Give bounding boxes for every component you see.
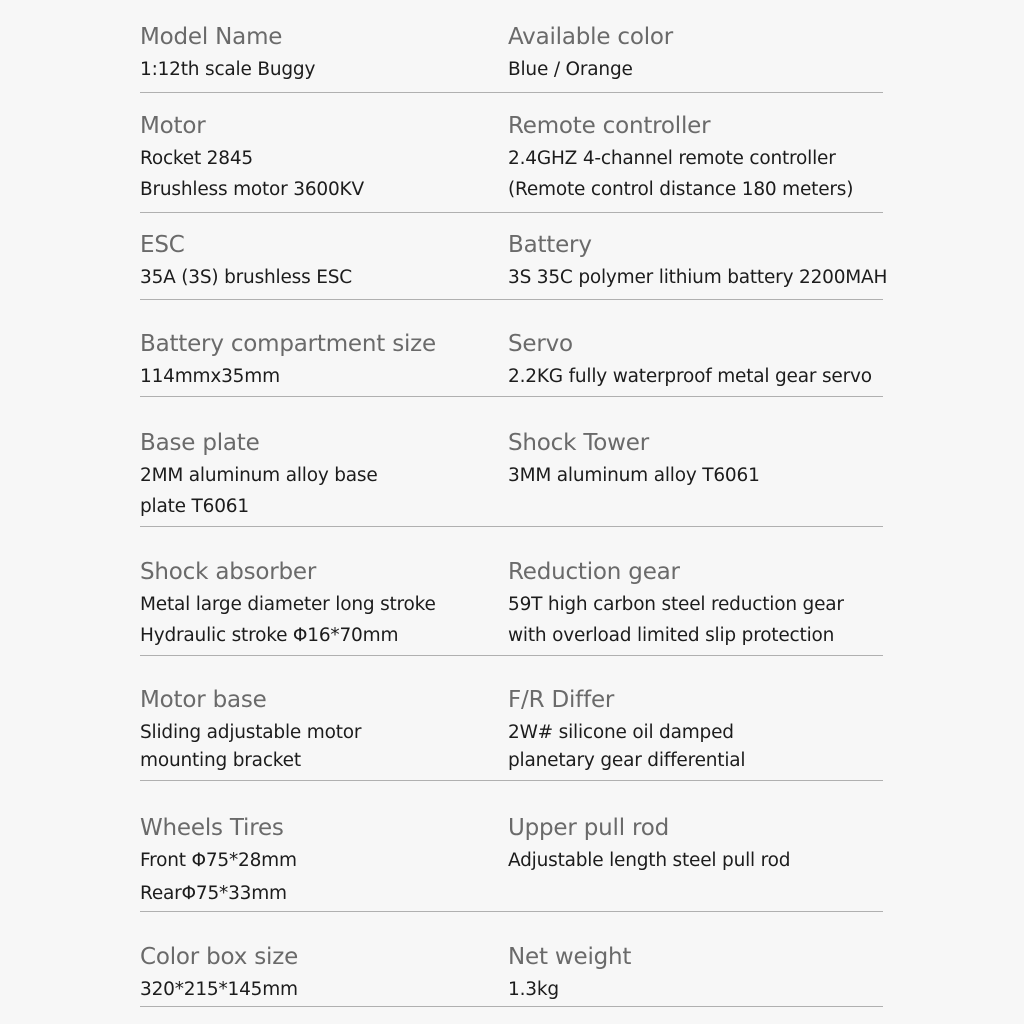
spec-label: Reduction gear	[508, 559, 680, 585]
spec-value: 114mmx35mm	[140, 366, 280, 387]
spec-cell-remote-controller	[508, 111, 853, 205]
spec-label: Shock Tower	[508, 430, 649, 456]
spec-row-color-box	[140, 942, 883, 1007]
spec-cell-net-weight	[508, 942, 631, 1005]
spec-cell-servo	[508, 329, 872, 392]
spec-value: planetary gear differential	[508, 750, 746, 771]
spec-value: mounting bracket	[140, 750, 301, 771]
spec-value: Front Φ75*28mm	[140, 850, 297, 871]
spec-label: Wheels Tires	[140, 815, 284, 841]
spec-value: Blue / Orange	[508, 59, 633, 80]
spec-row-esc	[140, 230, 888, 300]
spec-value: 1:12th scale Buggy	[140, 59, 316, 80]
spec-label: Servo	[508, 331, 573, 357]
spec-value: Sliding adjustable motor	[140, 722, 362, 743]
spec-value: 3S 35C polymer lithium battery 2200MAH	[508, 267, 888, 288]
spec-value: plate T6061	[140, 496, 249, 517]
spec-cell-upper-pull-rod	[508, 813, 790, 876]
spec-label: Color box size	[140, 944, 299, 970]
spec-label: Base plate	[140, 430, 260, 456]
spec-row-wheels-tires	[140, 813, 883, 912]
spec-value: with overload limited slip protection	[508, 625, 835, 646]
spec-row-base-plate	[140, 428, 883, 527]
spec-label: Shock absorber	[140, 559, 317, 585]
spec-value: Metal large diameter long stroke	[140, 594, 436, 615]
spec-row-motor	[140, 111, 883, 213]
spec-cell-model-name	[140, 22, 315, 85]
spec-cell-fr-differ	[508, 685, 745, 776]
spec-value: 1.3kg	[508, 979, 559, 1000]
spec-label: Model Name	[140, 24, 283, 50]
spec-label: Net weight	[508, 944, 632, 970]
spec-row-shock-absorber	[140, 557, 883, 656]
spec-value: 59T high carbon steel reduction gear	[508, 594, 844, 615]
spec-cell-wheels-tires	[140, 813, 297, 909]
spec-value: 3MM aluminum alloy T6061	[508, 465, 760, 486]
spec-value: 2.2KG fully waterproof metal gear servo	[508, 366, 872, 387]
spec-label: ESC	[140, 232, 185, 258]
spec-value: Rocket 2845	[140, 148, 253, 169]
spec-value: 2.4GHZ 4-channel remote controller	[508, 148, 836, 169]
spec-cell-reduction-gear	[508, 557, 844, 651]
spec-cell-esc	[140, 230, 352, 293]
spec-label: Remote controller	[508, 113, 711, 139]
spec-label: Battery compartment size	[140, 331, 436, 357]
spec-value: 2MM aluminum alloy base	[140, 465, 378, 486]
spec-label: F/R Differ	[508, 687, 615, 713]
spec-cell-available-color	[508, 22, 673, 85]
spec-label: Available color	[508, 24, 674, 50]
spec-value: 2W# silicone oil damped	[508, 722, 734, 743]
spec-cell-battery-compartment-size	[140, 329, 436, 392]
spec-value: Hydraulic stroke Φ16*70mm	[140, 625, 399, 646]
spec-cell-color-box-size	[140, 942, 298, 1005]
spec-value: RearΦ75*33mm	[140, 883, 287, 904]
spec-label: Battery	[508, 232, 592, 258]
spec-row-motor-base	[140, 685, 883, 781]
spec-value: 320*215*145mm	[140, 979, 298, 1000]
spec-value: Brushless motor 3600KV	[140, 179, 364, 200]
spec-cell-battery	[508, 230, 887, 293]
spec-label: Motor	[140, 113, 206, 139]
spec-cell-shock-tower	[508, 428, 760, 491]
spec-cell-shock-absorber	[140, 557, 436, 651]
spec-value: (Remote control distance 180 meters)	[508, 179, 854, 200]
spec-row-battery-compartment	[140, 329, 883, 397]
spec-cell-motor	[140, 111, 364, 205]
spec-cell-base-plate	[140, 428, 378, 522]
spec-row-model	[140, 22, 883, 93]
spec-label: Upper pull rod	[508, 815, 670, 841]
spec-label: Motor base	[140, 687, 267, 713]
spec-cell-motor-base	[140, 685, 361, 776]
spec-value: Adjustable length steel pull rod	[508, 850, 791, 871]
spec-value: 35A (3S) brushless ESC	[140, 267, 352, 288]
